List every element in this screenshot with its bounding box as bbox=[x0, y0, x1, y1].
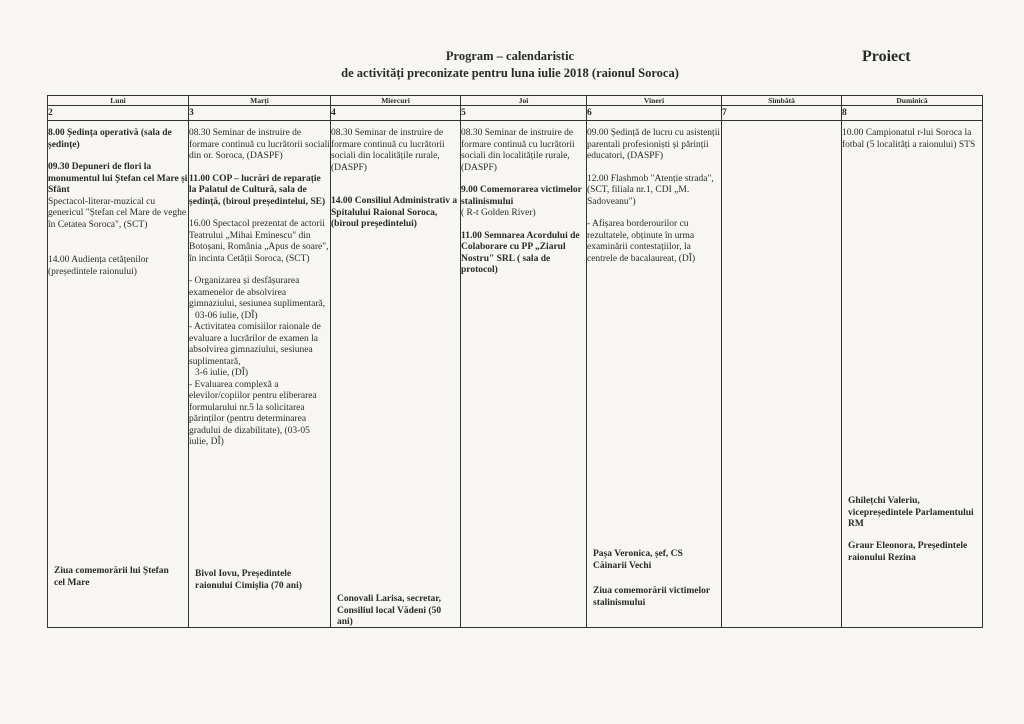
joi-event-2-title: 9.00 Comemorarea victimelor stalinismului bbox=[461, 185, 582, 207]
vineri-event-1: 09.00 Ședință de lucru cu asistenții parentali profesioniști și părinții educatori, (DASPF) bbox=[587, 128, 720, 161]
header-miercuri: Miercuri bbox=[331, 96, 461, 106]
cell-luni bbox=[48, 121, 189, 628]
date-luni: 2 bbox=[48, 106, 189, 121]
cell-duminica bbox=[842, 121, 983, 628]
luni-event-2-text: Spectacol-literar-muzical cu genericul "Ștefan cel Mare de veghe în Cetatea Soroca", (SCT) bbox=[48, 196, 187, 230]
proiect-label: Proiect bbox=[862, 48, 911, 65]
miercuri-event-2: 14.00 Consiliul Administrativ a Spitalului Raional Soroca, (biroul președintelui) bbox=[331, 196, 458, 229]
duminica-bottom-note-1: Ghilețchi Valeriu, vicepreședintele Parlamentului RM bbox=[848, 496, 974, 529]
duminica-bottom-note-2: Graur Eleonora, Președintele raionului Rezina bbox=[848, 541, 968, 563]
cell-sambata bbox=[722, 121, 842, 628]
luni-event-2-title: 09.30 Depuneri de flori la monumentul lui Ștefan cel Mare și Sfânt bbox=[48, 162, 188, 195]
marti-event-5-date: 3-6 iulie, (DÎ) bbox=[195, 368, 249, 378]
vineri-bottom-note-2: Ziua comemorării victimelor stalinismului bbox=[593, 586, 710, 608]
title-line-1: Program – calendaristic bbox=[445, 49, 575, 63]
header-luni: Luni bbox=[48, 96, 189, 106]
date-marti: 3 bbox=[189, 106, 331, 121]
header-duminica: Duminică bbox=[842, 96, 983, 106]
marti-event-3: 16.00 Spectacol prezentat de actorii Teatrului „Mihai Eminescu" din Botoșani, România „Apus de soare", în incinta Cetății Soroca, (SCT) bbox=[189, 219, 329, 264]
date-miercuri: 4 bbox=[331, 106, 461, 121]
cell-miercuri bbox=[331, 121, 461, 628]
luni-bottom-note: Ziua comemorării lui Ștefan cel Mare bbox=[54, 566, 169, 588]
duminica-event-1: 10.00 Campionatul r-lui Soroca la fotbal (5 localități a raionului) STS bbox=[842, 128, 976, 150]
date-vineri: 6 bbox=[587, 106, 722, 121]
header-sambata: Sîmbătă bbox=[722, 96, 842, 106]
cell-marti bbox=[189, 121, 331, 628]
marti-event-4: - Organizarea și desfășurarea examenelor de absolvirea gimnaziului, sesiunea suplimentară, bbox=[189, 276, 326, 309]
miercuri-bottom-note: Conovali Larisa, secretar, Consiliul local Vădeni (50 ani) bbox=[337, 594, 442, 627]
vineri-event-3: - Afișarea borderourilor cu rezultatele, obținute în urma examinării contestațiilor, la centrele de bacalaureat, (DÎ) bbox=[587, 219, 696, 264]
marti-event-5: - Activitatea comisiilor raionale de evaluare a lucrărilor de examen la absolvirea gimnaziului, sesiunea suplimentară, bbox=[189, 322, 321, 367]
events-row bbox=[48, 121, 983, 628]
header-marti: Marți bbox=[189, 96, 331, 106]
marti-event-4-date: 03-06 iulie, (DÎ) bbox=[195, 310, 258, 321]
joi-event-1: 08.30 Seminar de instruire de formare continuă cu lucrătorii sociali din localitățile rurale, (DASPF) bbox=[461, 128, 575, 173]
date-duminica: 8 bbox=[842, 106, 983, 121]
calendar-table bbox=[47, 95, 983, 628]
miercuri-event-1: 08.30 Seminar de instruire de formare continuă cu lucrătorii sociali din localitățile rurale, (DASPF) bbox=[331, 128, 445, 173]
title-line-2: de activități preconizate pentru luna iulie 2018 (raionul Soroca) bbox=[341, 66, 679, 80]
date-row bbox=[48, 106, 983, 121]
marti-event-6: - Evaluarea complexă a elevilor/copiilor pentru eliberarea formularului nr.5 la solicitarea părinților (pentru determinarea gradului de dizabilitate), (03-05 iulie, DÎ) bbox=[189, 379, 317, 447]
header-vineri: Vineri bbox=[587, 96, 722, 106]
marti-event-1: 08.30 Seminar de instruire de formare continuă cu lucrătorii sociali din or. Soroca, (DASPF) bbox=[189, 128, 330, 161]
marti-bottom-note: Bivol Iovu, Președintele raionului Cimișlia (70 ani) bbox=[195, 569, 302, 591]
header-joi: Joi bbox=[461, 96, 587, 106]
weekday-header-row bbox=[48, 96, 983, 106]
cell-vineri bbox=[587, 121, 722, 628]
joi-event-2-text: ( R-t Golden River) bbox=[461, 208, 536, 218]
document-title bbox=[300, 48, 720, 82]
date-sambata: 7 bbox=[722, 106, 842, 121]
vineri-event-2: 12.00 Flashmob "Atenție strada", (SCT, filiala nr.1, CDI „M. Sadoveanu") bbox=[587, 173, 714, 207]
marti-event-2: 11.00 COP – lucrări de reparație la Palatul de Cultură, sala de ședință, (biroul președintelui, SE) bbox=[189, 173, 326, 207]
joi-event-3: 11.00 Semnarea Acordului de Colaborare cu PP „Ziarul Nostru" SRL ( sala de protocol) bbox=[461, 230, 580, 275]
vineri-bottom-note-1: Pașa Veronica, șef, CS Căinarii Vechi bbox=[593, 549, 683, 571]
luni-event-1: 8.00 Ședința operativă (sala de ședințe) bbox=[48, 128, 172, 150]
date-joi: 5 bbox=[461, 106, 587, 121]
cell-joi bbox=[461, 121, 587, 628]
luni-event-3: 14.00 Audiența cetățenilor (președintele raionului) bbox=[48, 255, 149, 277]
